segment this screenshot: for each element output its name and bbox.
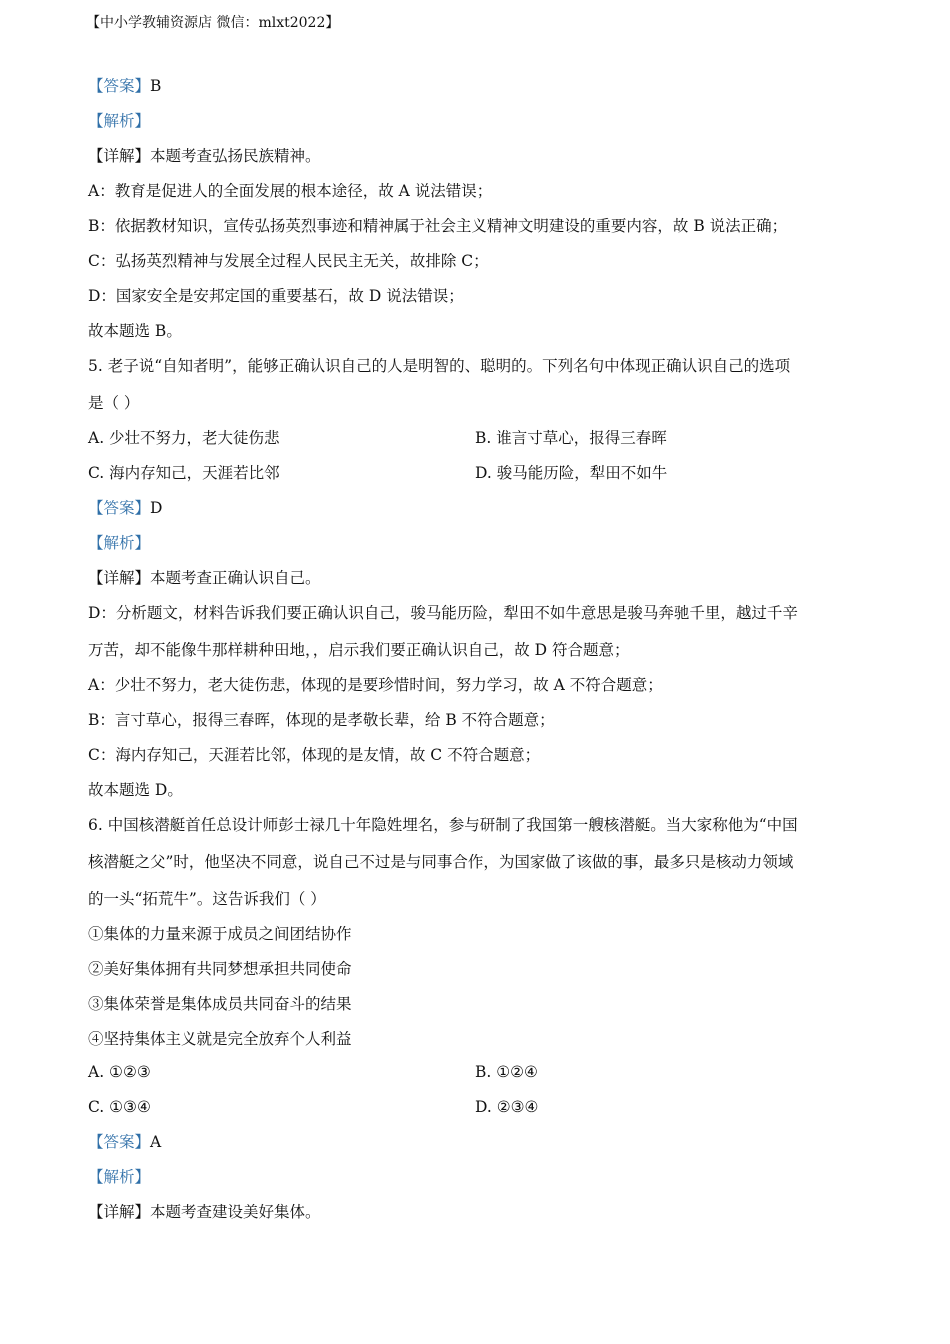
page-header: 【中小学教辅资源店 微信：mlxt2022】 xyxy=(86,15,340,31)
q5-option-b: B. 谁言寸草心，报得三春晖 xyxy=(475,429,667,447)
q6-stem-cont: 核潜艇之父”时，他坚决不同意，说自己不过是与同事合作，为国家做了该做的事，最多只是核动力领域 xyxy=(88,853,794,871)
answer-label: 【答案】 xyxy=(88,77,151,95)
q5-analysis-line: D：分析题文，材料告诉我们要正确认识自己，骏马能历险，犁田不如牛意思是骏马奔驰千里，越过千辛 xyxy=(88,604,798,622)
q5-option-c: C. 海内存知己，天涯若比邻 xyxy=(88,464,280,482)
q6-option-b: B. ①②④ xyxy=(475,1063,538,1081)
q6-detail: 【详解】本题考查建设美好集体。 xyxy=(88,1203,321,1221)
q5-analysis-line: C：海内存知己，天涯若比邻，体现的是友情，故 C 不符合题意； xyxy=(88,746,541,764)
q6-statement-2: ②美好集体拥有共同梦想承担共同使命 xyxy=(88,960,352,978)
q4-analysis-line: C：弘扬英烈精神与发展全过程人民民主无关，故排除 C； xyxy=(88,252,489,270)
q4-analysis-label: 【解析】 xyxy=(88,112,151,130)
answer-value: A xyxy=(150,1133,162,1151)
answer-value: D xyxy=(150,499,163,517)
q5-analysis-line: A：少壮不努力，老大徒伤悲，体现的是要珍惜时间，努力学习，故 A 不符合题意； xyxy=(88,676,663,694)
q5-analysis-line: B：言寸草心，报得三春晖，体现的是孝敬长辈，给 B 不符合题意； xyxy=(88,711,555,729)
q5-option-a: A. 少壮不努力，老大徒伤悲 xyxy=(88,429,280,447)
q6-stem-cont: 的一头“拓荒牛”。这告诉我们（ ） xyxy=(88,890,326,908)
answer-label: 【答案】 xyxy=(88,1133,151,1151)
q4-answer-line xyxy=(88,76,161,96)
q6-statement-3: ③集体荣誉是集体成员共同奋斗的结果 xyxy=(88,995,352,1013)
q6-option-d: D. ②③④ xyxy=(475,1098,539,1116)
q4-analysis-line: B：依据教材知识，宣传弘扬英烈事迹和精神属于社会主义精神文明建设的重要内容，故 B 说法正确； xyxy=(88,217,788,235)
q5-detail: 【详解】本题考查正确认识自己。 xyxy=(88,569,321,587)
q6-option-a: A. ①②③ xyxy=(88,1063,151,1081)
q5-analysis-label: 【解析】 xyxy=(88,534,151,552)
q4-detail: 【详解】本题考查弘扬民族精神。 xyxy=(88,147,321,165)
q5-stem-cont: 是（ ） xyxy=(88,394,140,412)
q6-analysis-label: 【解析】 xyxy=(88,1168,151,1186)
q6-statement-4: ④坚持集体主义就是完全放弃个人利益 xyxy=(88,1030,352,1048)
answer-label: 【答案】 xyxy=(88,499,151,517)
q5-analysis-line: 万苦，却不能像牛那样耕种田地，，启示我们要正确认识自己，故 D 符合题意； xyxy=(88,641,630,659)
q5-conclusion: 故本题选 D。 xyxy=(88,781,183,799)
q5-answer-line xyxy=(88,498,162,518)
answer-value: B xyxy=(150,77,162,95)
q6-answer-line xyxy=(88,1132,161,1152)
q6-statement-1: ①集体的力量来源于成员之间团结协作 xyxy=(88,925,352,943)
q5-option-d: D. 骏马能历险，犁田不如牛 xyxy=(475,464,668,482)
q6-stem: 6. 中国核潜艇首任总设计师彭士禄几十年隐姓埋名，参与研制了我国第一艘核潜艇。当大家称他为“中国 xyxy=(88,816,798,834)
q5-stem: 5. 老子说“自知者明”，能够正确认识自己的人是明智的、聪明的。下列名句中体现正确认识自己的选项 xyxy=(88,357,791,375)
q4-analysis-line: D：国家安全是安邦定国的重要基石，故 D 说法错误； xyxy=(88,287,464,305)
q4-analysis-line: A：教育是促进人的全面发展的根本途径，故 A 说法错误； xyxy=(88,182,493,200)
q4-conclusion: 故本题选 B。 xyxy=(88,322,182,340)
q6-option-c: C. ①③④ xyxy=(88,1098,151,1116)
